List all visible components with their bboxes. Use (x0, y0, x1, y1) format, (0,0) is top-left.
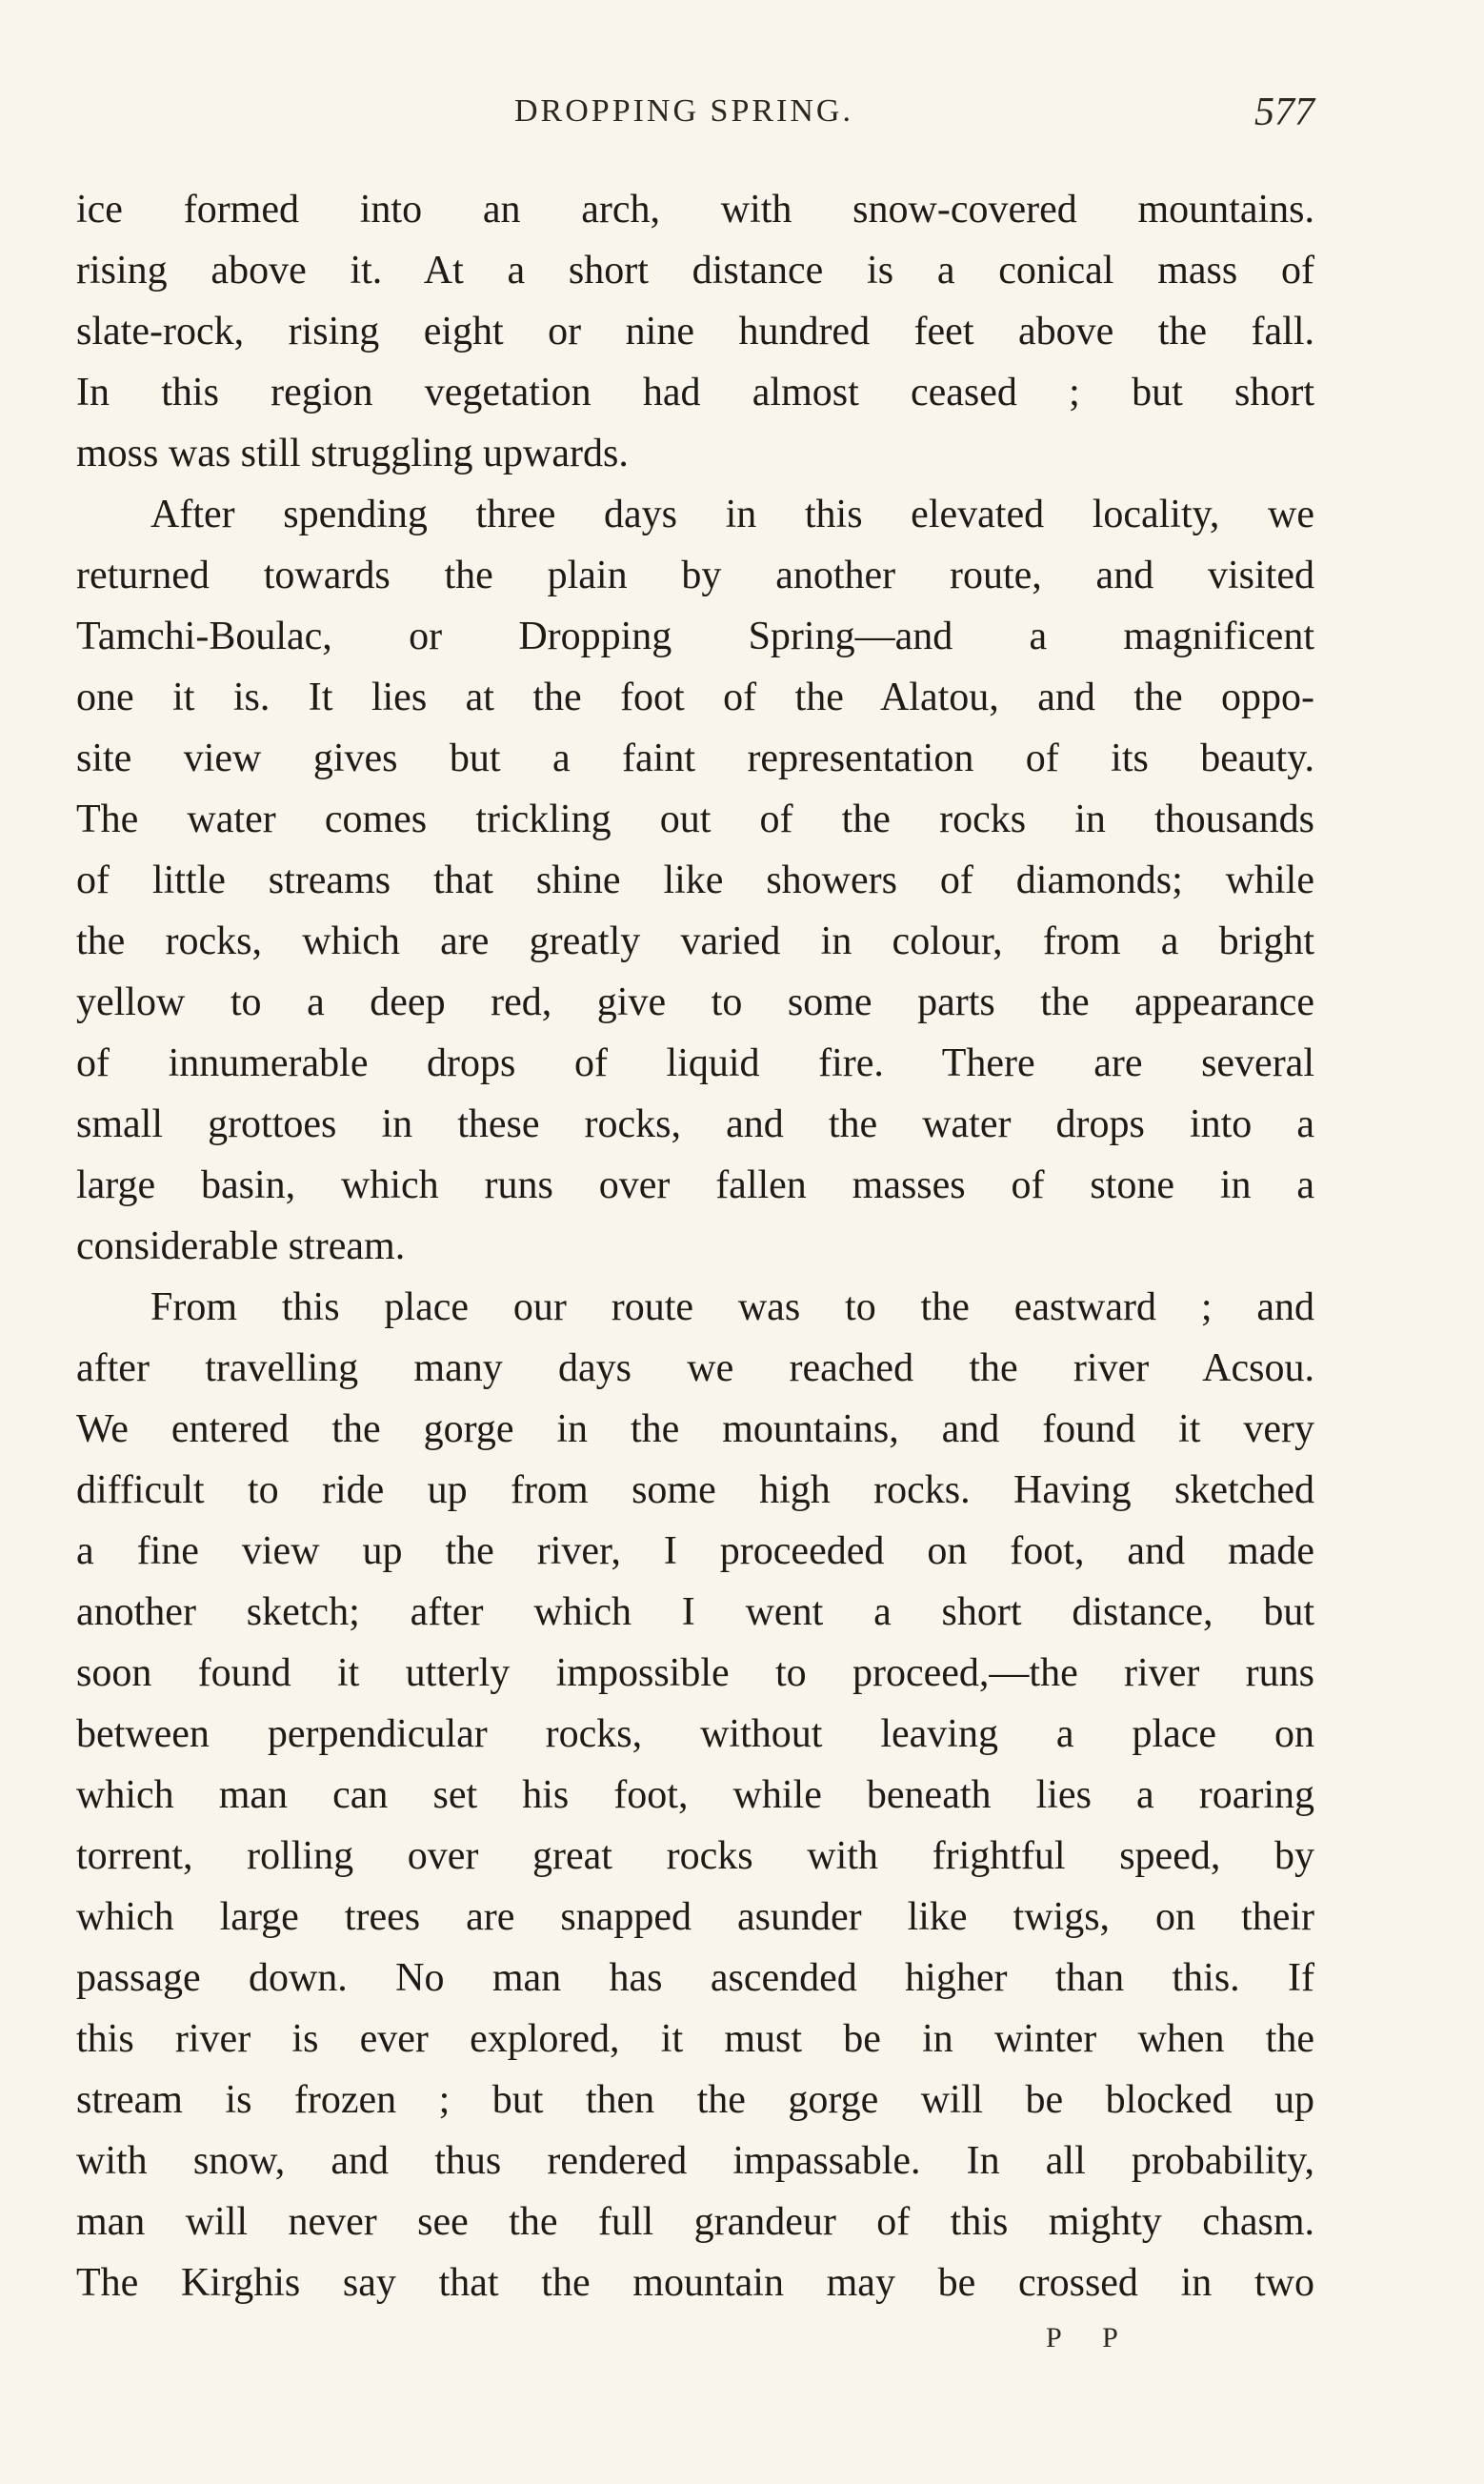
text-line: of innumerable drops of liquid fire. There are several (76, 1041, 1314, 1085)
text-line: large basin, which runs over fallen masses of stone in a (76, 1163, 1314, 1207)
running-head: DROPPING SPRING. (514, 93, 853, 129)
text-line: In this region vegetation had almost ceased ; but short (76, 371, 1314, 414)
text-line: site view gives but a faint representation of its beauty. (76, 737, 1314, 780)
paragraph-start-line: After spending three days in this elevated locality, we (150, 493, 1314, 536)
text-line: which large trees are snapped asunder like twigs, on their (76, 1895, 1314, 1939)
text-line: small grottoes in these rocks, and the water drops into a (76, 1102, 1314, 1146)
text-line: yellow to a deep red, give to some parts the appearance (76, 980, 1314, 1024)
text-line: between perpendicular rocks, without leaving a place on (76, 1712, 1314, 1756)
text-line: torrent, rolling over great rocks with frightful speed, by (76, 1834, 1314, 1878)
text-line: stream is frozen ; but then the gorge will be blocked up (76, 2078, 1314, 2122)
text-line: slate-rock, rising eight or nine hundred feet above the fall. (76, 310, 1314, 353)
text-line: man will never see the full grandeur of this mighty chasm. (76, 2200, 1314, 2244)
text-line: which man can set his foot, while beneath lies a roaring (76, 1773, 1314, 1817)
text-line: with snow, and thus rendered impassable. In all probability, (76, 2139, 1314, 2183)
text-line: considerable stream. (76, 1224, 406, 1268)
text-line: Tamchi-Boulac, or Dropping Spring—and a magnificent (76, 615, 1314, 658)
text-line: soon found it utterly impossible to proceed,—the river runs (76, 1651, 1314, 1695)
printer-signature-mark: P P (1046, 2322, 1135, 2353)
text-line: The Kirghis say that the mountain may be crossed in two (76, 2261, 1314, 2305)
text-line: rising above it. At a short distance is a conical mass of (76, 249, 1314, 293)
text-line: ice formed into an arch, with snow-covered mountains. (76, 188, 1314, 232)
text-line: this river is ever explored, it must be in winter when the (76, 2017, 1314, 2061)
body-text (76, 179, 1314, 2313)
text-line: The water comes trickling out of the rocks in thousands (76, 798, 1314, 841)
page-header (76, 93, 1314, 151)
text-line: difficult to ride up from some high rocks. Having sketched (76, 1468, 1314, 1512)
text-line: returned towards the plain by another route, and visited (76, 554, 1314, 597)
text-line: passage down. No man has ascended higher than this. If (76, 1956, 1314, 2000)
text-line: moss was still struggling upwards. (76, 432, 629, 475)
text-line: of little streams that shine like showers of diamonds; while (76, 858, 1314, 902)
text-line: the rocks, which are greatly varied in colour, from a bright (76, 919, 1314, 963)
text-line: a fine view up the river, I proceeded on foot, and made (76, 1529, 1314, 1573)
paragraph-start-line: From this place our route was to the eastward ; and (150, 1285, 1314, 1329)
text-line: one it is. It lies at the foot of the Alatou, and the oppo- (76, 676, 1314, 719)
page-number: 577 (1254, 91, 1314, 134)
text-line: after travelling many days we reached the river Acsou. (76, 1346, 1314, 1390)
text-line: We entered the gorge in the mountains, and found it very (76, 1407, 1314, 1451)
text-line: another sketch; after which I went a short distance, but (76, 1590, 1314, 1634)
